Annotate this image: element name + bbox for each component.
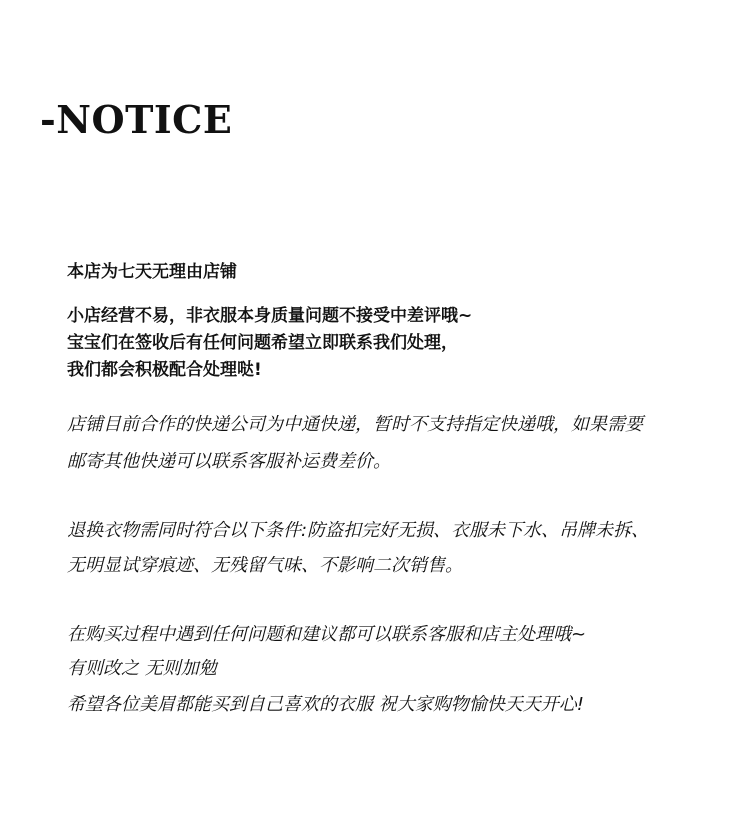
shipping-line-1: 店铺目前合作的快递公司为中通快递，暂时不支持指定快递哦，如果需要	[67, 414, 643, 435]
closing-line-1: 在购买过程中遇到任何问题和建议都可以联系客服和店主处理哦~	[67, 624, 587, 645]
shipping-line-2: 邮寄其他快递可以联系客服补运费差价。	[67, 451, 391, 472]
note-line-3: 我们都会积极配合处理哒!	[67, 360, 262, 380]
note-line-1: 小店经营不易，非衣服本身质量问题不接受中差评哦~	[67, 306, 473, 326]
closing-line-3: 希望各位美眉都能买到自己喜欢的衣服 祝大家购物愉快天天开心!	[67, 694, 584, 715]
return-line-2: 无明显试穿痕迹、无残留气味、不影响二次销售。	[67, 555, 463, 576]
note-line-2: 宝宝们在签收后有任何问题希望立即联系我们处理，	[67, 333, 458, 353]
closing-line-2: 有则改之 无则加勉	[67, 658, 217, 679]
page-title: -NOTICE	[40, 97, 233, 142]
return-line-1: 退换衣物需同时符合以下条件:防盗扣完好无损、衣服未下水、吊牌未拆、	[67, 520, 650, 541]
store-policy-heading: 本店为七天无理由店铺	[67, 262, 237, 282]
